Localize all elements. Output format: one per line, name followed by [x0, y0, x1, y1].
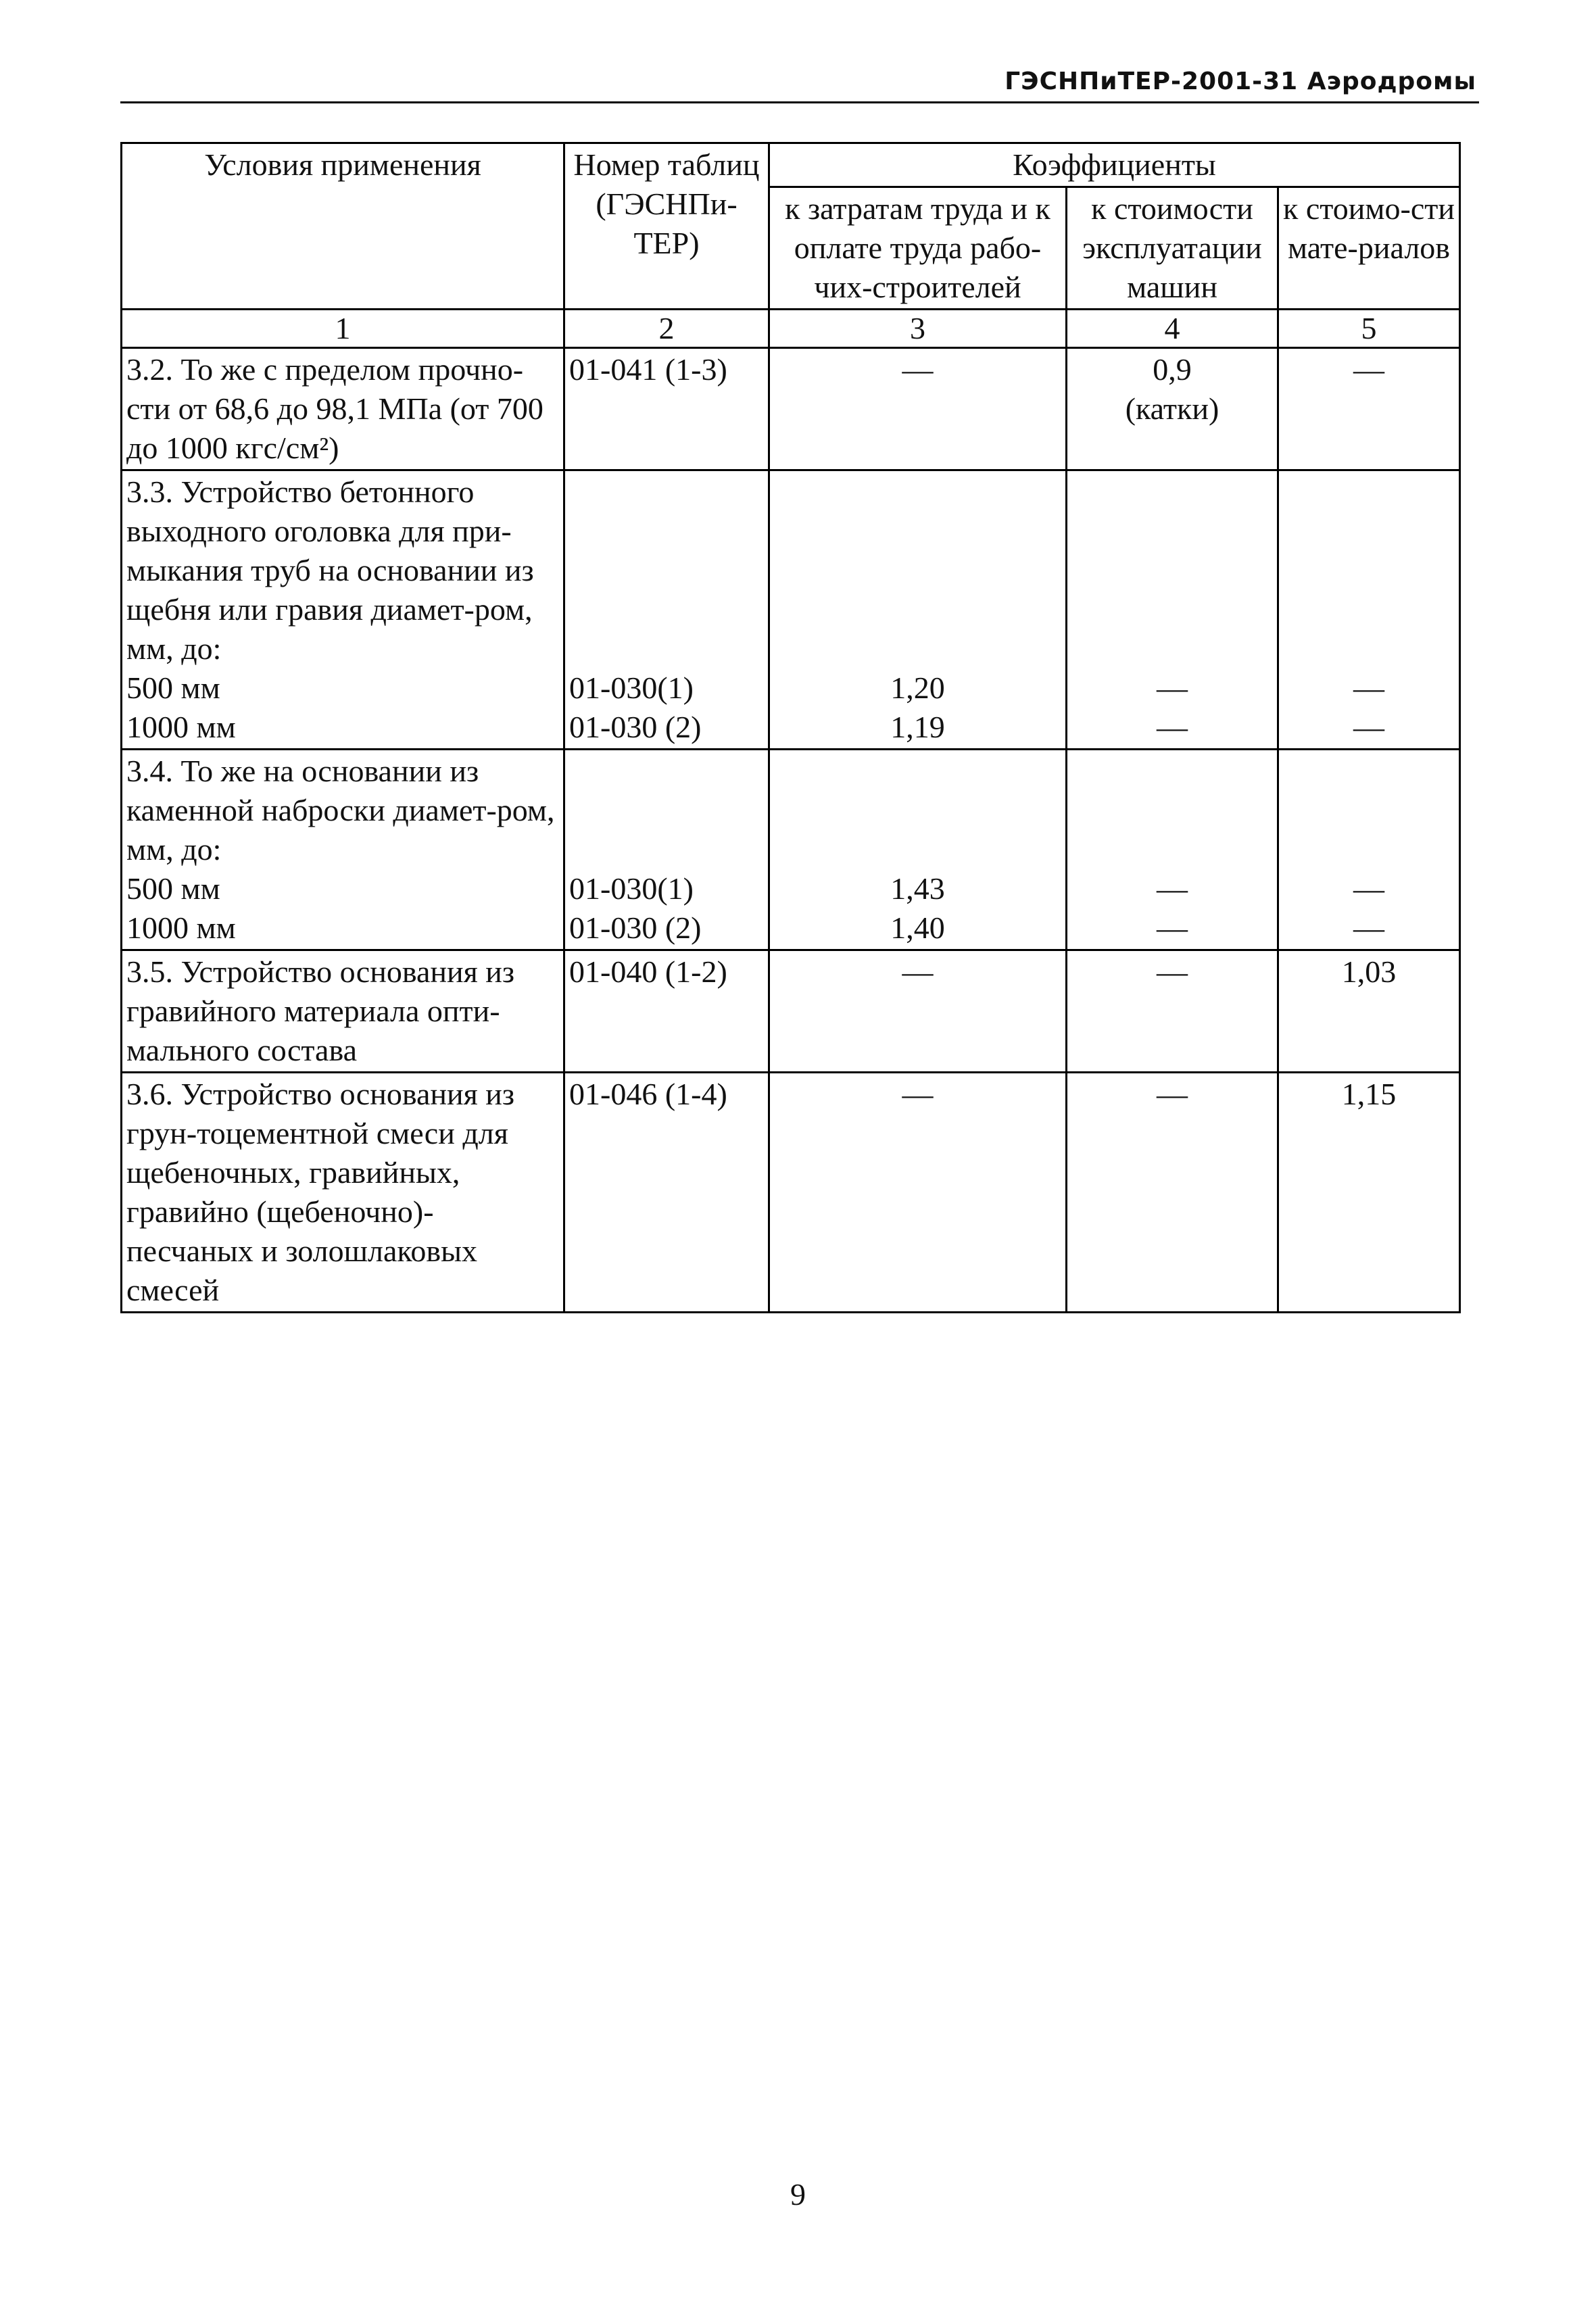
column-number: 3: [769, 310, 1067, 348]
table-number-cell: 01-041 (1-3): [564, 348, 769, 470]
page-number: 9: [790, 2177, 806, 2212]
column-number: 2: [564, 310, 769, 348]
running-header-title: ГЭСНПиТЕР-2001-31 Аэродромы: [1005, 68, 1476, 95]
table-row: [122, 750, 1460, 950]
col-header-machines: к стоимости эксплуатации машин: [1067, 187, 1278, 310]
machines-coefficient-cell: — —: [1067, 470, 1278, 750]
table-row: [122, 470, 1460, 750]
column-number: 4: [1067, 310, 1278, 348]
col-header-materials: к стоимо-сти мате-риалов: [1278, 187, 1460, 310]
coefficients-table: [120, 142, 1461, 1313]
materials-coefficient-cell: 1,03: [1278, 950, 1460, 1073]
table-number-cell: 01-030(1) 01-030 (2): [564, 470, 769, 750]
labor-coefficient-cell: 1,43 1,40: [769, 750, 1067, 950]
column-number: 1: [122, 310, 564, 348]
condition-cell: 3.6. Устройство основания из грун-тоцементной смеси для щебеночных, гравийных, гравийно (щебеночно)-песчаных и золошлаковых смесей: [122, 1073, 564, 1313]
table-row: [122, 950, 1460, 1073]
condition-cell: 3.2. То же с пределом прочно-сти от 68,6 до 98,1 МПа (от 700 до 1000 кгс/см²): [122, 348, 564, 470]
machines-coefficient-cell: 0,9 (катки): [1067, 348, 1278, 470]
condition-cell: 3.5. Устройство основания из гравийного материала опти-мального состава: [122, 950, 564, 1073]
table-number-cell: 01-046 (1-4): [564, 1073, 769, 1313]
materials-coefficient-cell: — —: [1278, 750, 1460, 950]
col-header-labor: к затратам труда и к оплате труда рабо-чих-строителей: [769, 187, 1067, 310]
labor-coefficient-cell: 1,20 1,19: [769, 470, 1067, 750]
condition-cell: 3.3. Устройство бетонного выходного оголовка для при-мыкания труб на основании из щебня или гравия диамет-ром, мм, до: 500 мм 1000 мм: [122, 470, 564, 750]
table-number-cell: 01-040 (1-2): [564, 950, 769, 1073]
column-number-row: [122, 310, 1460, 348]
machines-coefficient-cell: — —: [1067, 750, 1278, 950]
table-number-cell: 01-030(1) 01-030 (2): [564, 750, 769, 950]
col-header-coefficients: Коэффициенты: [769, 143, 1460, 187]
materials-coefficient-cell: —: [1278, 348, 1460, 470]
materials-coefficient-cell: 1,15: [1278, 1073, 1460, 1313]
column-number: 5: [1278, 310, 1460, 348]
materials-coefficient-cell: — —: [1278, 470, 1460, 750]
header-rule: [120, 101, 1479, 103]
machines-coefficient-cell: —: [1067, 1073, 1278, 1313]
labor-coefficient-cell: —: [769, 1073, 1067, 1313]
col-header-table-no: Номер таблиц (ГЭСНПи-ТЕР): [564, 143, 769, 310]
table-header-row-1: [122, 143, 1460, 187]
table-row: [122, 1073, 1460, 1313]
labor-coefficient-cell: —: [769, 348, 1067, 470]
machines-coefficient-cell: —: [1067, 950, 1278, 1073]
labor-coefficient-cell: —: [769, 950, 1067, 1073]
condition-cell: 3.4. То же на основании из каменной наброски диамет-ром, мм, до: 500 мм 1000 мм: [122, 750, 564, 950]
table-row: [122, 348, 1460, 470]
col-header-conditions: Условия применения: [122, 143, 564, 310]
